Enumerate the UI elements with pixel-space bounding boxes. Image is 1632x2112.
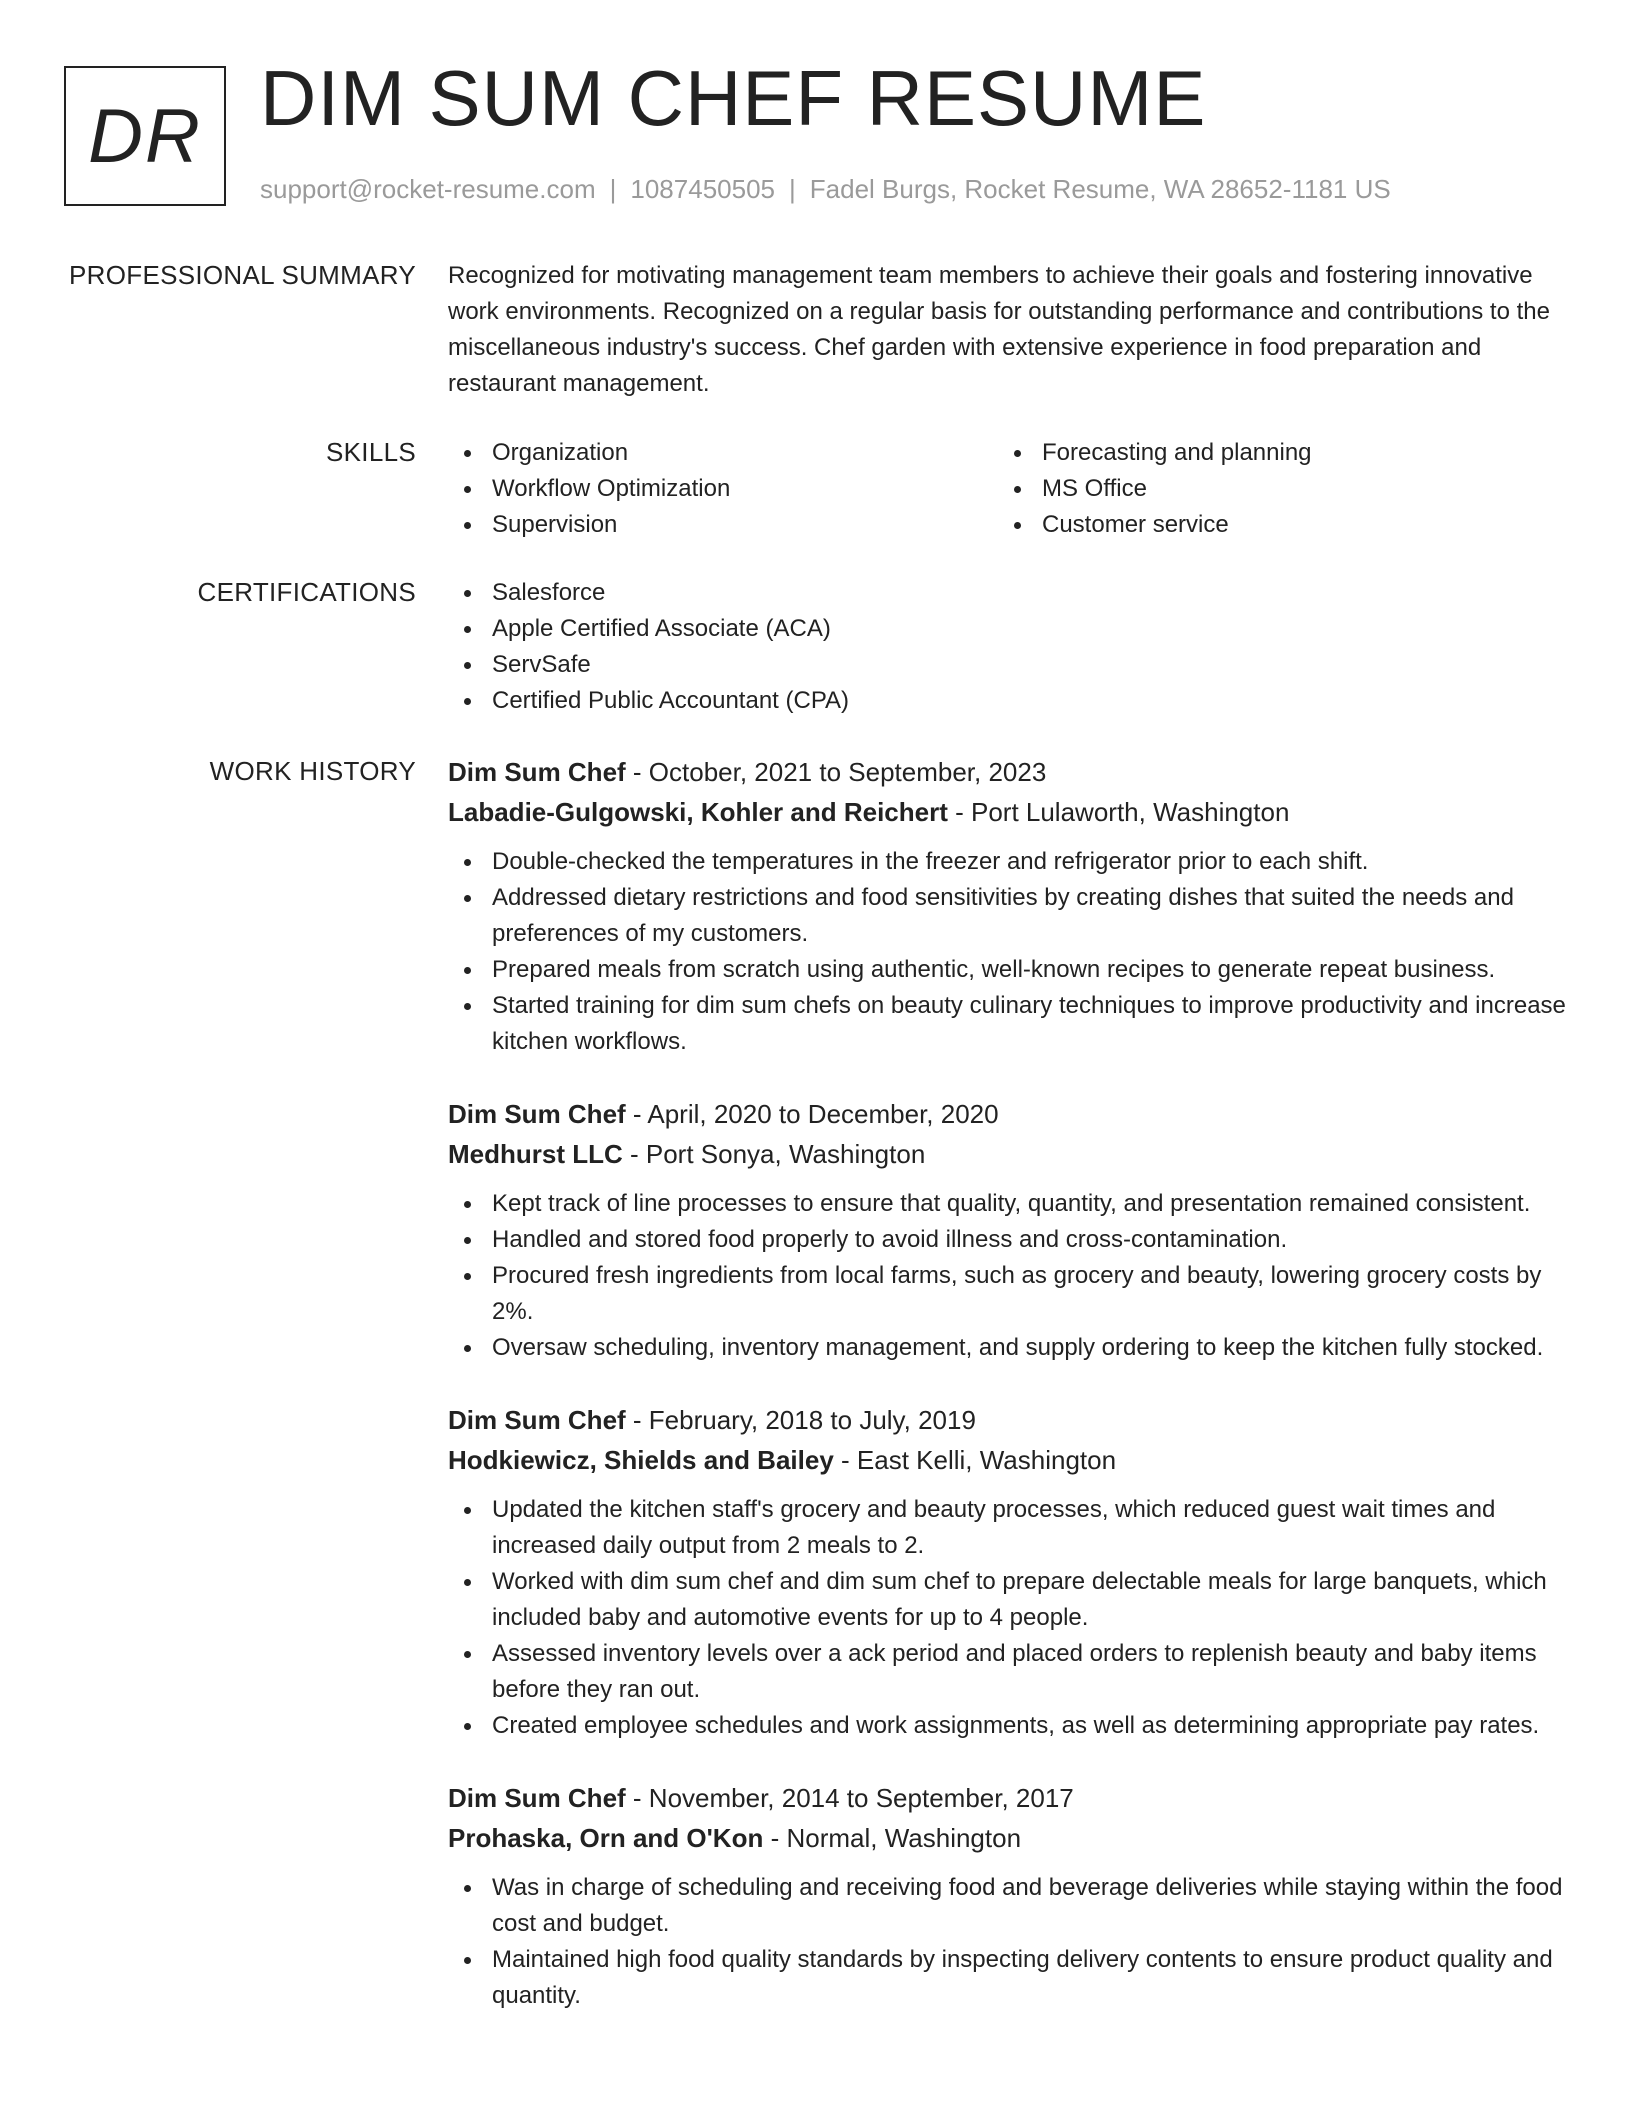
list-item: Customer service [998,507,1548,543]
job-title: Dim Sum Chef [448,1099,626,1129]
list-item: Created employee schedules and work assignments, as well as determining appropriate pay rates. [448,1708,1568,1744]
job-title: Dim Sum Chef [448,1783,626,1813]
summary-label: PROFESSIONAL SUMMARY [69,260,416,290]
list-item: Kept track of line processes to ensure that quality, quantity, and presentation remained consistent. [448,1186,1568,1222]
job-company-line [448,1134,1568,1174]
job-company: Hodkiewicz, Shields and Bailey [448,1445,834,1475]
job-company-line [448,1440,1568,1480]
skills-label: SKILLS [326,437,416,467]
summary-body [448,258,1568,402]
job-title-line [448,1400,1568,1440]
contact-separator: | [789,174,796,204]
list-item: Procured fresh ingredients from local farms, such as grocery and beauty, lowering grocery costs by 2%. [448,1258,1568,1330]
list-item: Maintained high food quality standards by inspecting delivery contents to ensure product quality and quantity. [448,1942,1568,2014]
skills-grid [448,435,1568,543]
list-item: Workflow Optimization [448,471,998,507]
list-item: Handled and stored food properly to avoid illness and cross-contamination. [448,1222,1568,1258]
list-item: Certified Public Accountant (CPA) [448,683,1568,719]
work-history-body [448,752,1568,2048]
skills-body [448,435,1568,543]
job-location: - Port Sonya, Washington [622,1139,926,1169]
job-company: Medhurst LLC [448,1139,623,1169]
summary-text: Recognized for motivating management team members to achieve their goals and fostering innovative work environments. Recognized on a regular basis for outstanding performance and contributions to the miscellaneous industry's success. Chef garden with extensive experience in food preparation and restaurant management. [448,262,1550,397]
job-entry [448,752,1568,1060]
list-item: Worked with dim sum chef and dim sum chef to prepare delectable meals for large banquets, which included baby and automotive events for up to 4 people. [448,1564,1568,1636]
contact-phone[interactable]: 1087450505 [630,174,775,204]
job-location: - East Kelli, Washington [833,1445,1117,1475]
list-item: Forecasting and planning [998,435,1548,471]
list-item: MS Office [998,471,1548,507]
skills-left-list [448,435,998,543]
job-dates: - February, 2018 to July, 2019 [625,1405,976,1435]
contact-separator: | [609,174,617,204]
monogram-box [64,66,226,206]
list-item: Prepared meals from scratch using authentic, well-known recipes to generate repeat business. [448,952,1568,988]
job-title-line [448,1094,1568,1134]
job-title-line [448,752,1568,792]
list-item: Double-checked the temperatures in the freezer and refrigerator prior to each shift. [448,844,1568,880]
contact-email[interactable]: support@rocket-resume.com [260,174,596,204]
job-location: - Normal, Washington [763,1823,1022,1853]
list-item: Salesforce [448,575,1568,611]
job-location: - Port Lulaworth, Washington [947,797,1290,827]
list-item: Oversaw scheduling, inventory management, and supply ordering to keep the kitchen fully stocked. [448,1330,1568,1366]
job-duties-list [448,1186,1568,1366]
job-title: Dim Sum Chef [448,1405,626,1435]
certifications-list [448,575,1568,719]
job-dates: - November, 2014 to September, 2017 [625,1783,1074,1813]
list-item: Supervision [448,507,998,543]
skills-right-list [998,435,1548,543]
resume-title: DIM SUM CHEF RESUME [260,54,1207,142]
list-item: Updated the kitchen staff's grocery and beauty processes, which reduced guest wait times and increased daily output from 2 meals to 2. [448,1492,1568,1564]
job-dates: - April, 2020 to December, 2020 [625,1099,999,1129]
job-company: Labadie-Gulgowski, Kohler and Reichert [448,797,948,827]
job-title: Dim Sum Chef [448,757,626,787]
list-item: Started training for dim sum chefs on beauty culinary techniques to improve productivity and increase kitchen workflows. [448,988,1568,1060]
certifications-label: CERTIFICATIONS [197,577,416,607]
monogram-initials: DR [88,93,202,179]
job-duties-list [448,844,1568,1060]
job-company-line [448,792,1568,832]
job-entry [448,1094,1568,1366]
job-duties-list [448,1870,1568,2014]
job-company: Prohaska, Orn and O'Kon [448,1823,764,1853]
job-entry [448,1778,1568,2014]
job-dates: - October, 2021 to September, 2023 [625,757,1047,787]
list-item: Apple Certified Associate (ACA) [448,611,1568,647]
list-item: Addressed dietary restrictions and food sensitivities by creating dishes that suited the needs and preferences of my customers. [448,880,1568,952]
list-item: Was in charge of scheduling and receiving food and beverage deliveries while staying within the food cost and budget. [448,1870,1568,1942]
job-company-line [448,1818,1568,1858]
contact-address: Fadel Burgs, Rocket Resume, WA 28652-1181 US [809,174,1391,204]
job-duties-list [448,1492,1568,1744]
work-history-label: WORK HISTORY [209,756,416,786]
list-item: Assessed inventory levels over a ack period and placed orders to replenish beauty and baby items before they ran out. [448,1636,1568,1708]
job-title-line [448,1778,1568,1818]
list-item: ServSafe [448,647,1568,683]
list-item: Organization [448,435,998,471]
certifications-body [448,575,1568,719]
contact-line [260,174,1391,205]
job-entry [448,1400,1568,1744]
